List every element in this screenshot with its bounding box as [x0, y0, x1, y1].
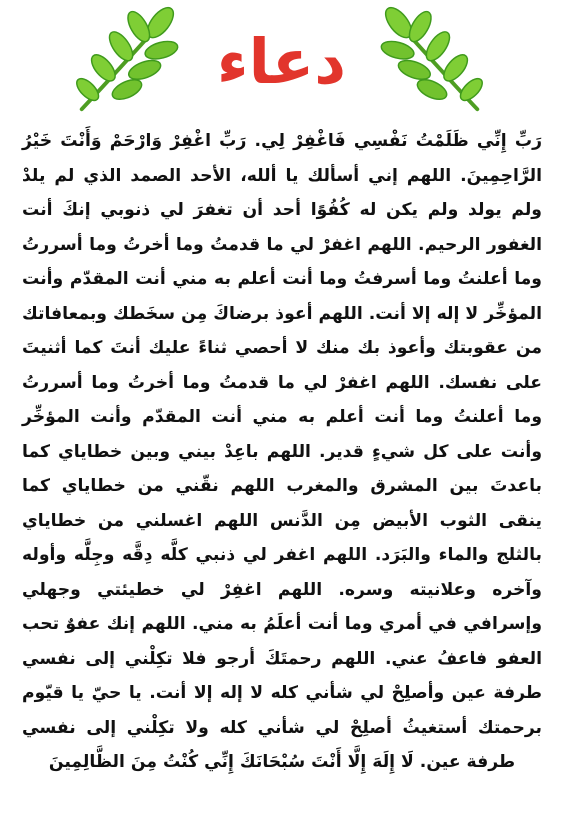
header: [0, 0, 563, 118]
page-title: دعاء: [216, 25, 347, 98]
dua-text: رَبِّ إِنِّي ظَلَمْتُ نَفْسِي فَاغْفِرْ لِي. رَبِّ اغْفِرْ وَارْحَمْ وَأَنْتَ خَيْرُ الرَّاحِمِينَ. اللهم إني أسألك يا ألله، الأحد الصمد الذي لم يلدْ ولم يولد ولم يكن له كُفُوًا أحد أن تغفرَ لي ذنوبي إنكَ أنت الغفور الرحيم. اللهم اغفرْ لي ما قدمتُ وما أخرتُ وما أسررتُ وما أعلنتُ وما أسرفتُ وما أنت أعلم به مني أنت المقدّم وأنت المؤخِّر لا إله إلا أنت. اللهم أعوذ برضاكَ مِن سخَطك وبمعافاتك من عقوبتك وأعوذ بك منك لا أحصي ثناءً عليك أنتَ كما أثنيتَ على نفسك. اللهم اغفرْ لي ما قدمتُ وما أخرتُ وما أسررتُ وما أعلنتُ وما أنت أعلم به مني أنت المقدّم وأنت المؤخِّر وأنت على كل شيءٍ قدير. اللهم باعِدْ بيني وبين خطاياي كما باعدتَ بين المشرق والمغرب اللهم نقّني من خطاياي كما ينقى الثوب الأبيض مِن الدَّنس اللهم اغسلني من خطاياي بالثلج والماء والبَرَد. اللهم اغفر لي ذنبي كلَّه دِقَّه وجِلَّه وأوله وآخره وعلانيته وسره. اللهم اغفِرْ لي خطيئتي وجهلي وإسرافي في أمري وما أنت أعلَمُ به مني. اللهم إنك عفوٌ تحب العفو فاعفُ عني. اللهم رحمتَكَ أرجو فلا تكِلْني إلى نفسي طرفة عين وأصلِحْ لي شأني كله لا إله إلا أنت. يا حيّ يا قيّوم برحمتك أستغيثُ أصلِحْ لي شأني كله ولا تكِلْني إلى نفسي طرفة عين. لَا إِلَهَ إِلَّا أَنْتَ سُبْحَانَكَ إِنِّي كُنْتُ مِنَ الظَّالِمِينَ: [22, 131, 542, 772]
leaf-branch-icon: [375, 6, 493, 118]
